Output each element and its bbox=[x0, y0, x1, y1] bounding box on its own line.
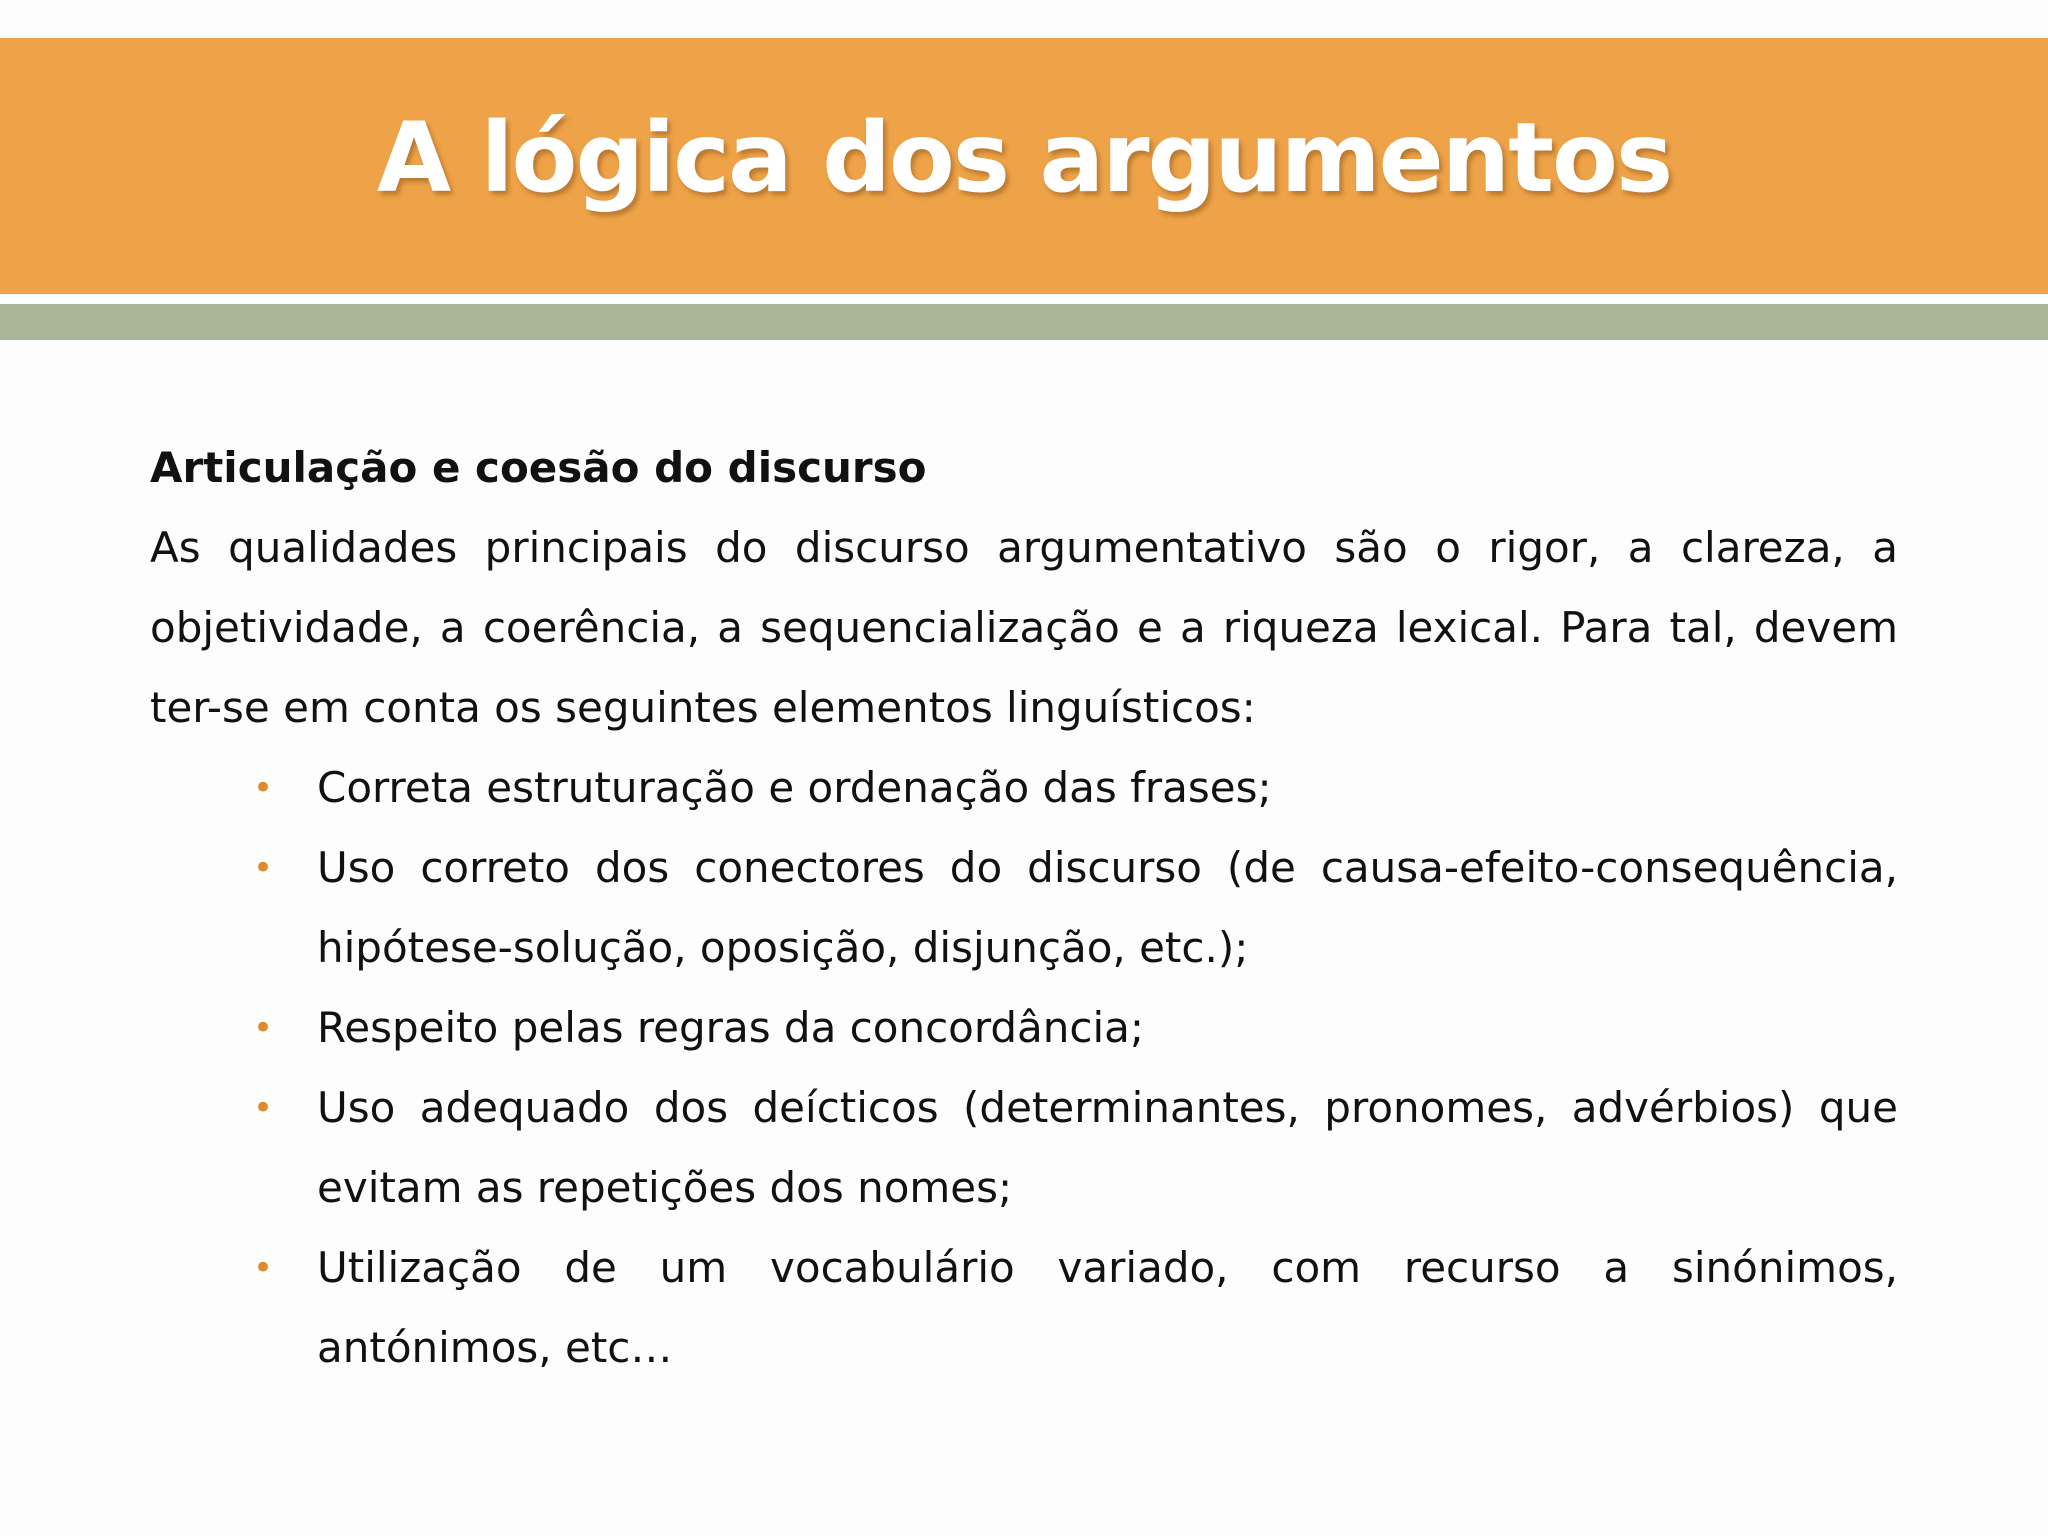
bullet-item bbox=[150, 1228, 1898, 1388]
slide-title: A lógica dos argumentos bbox=[376, 102, 1672, 214]
divider-white bbox=[0, 294, 2048, 304]
bullet-icon: • bbox=[253, 1248, 274, 1288]
bullet-item bbox=[150, 1068, 1898, 1228]
bullet-text: Respeito pelas regras da concordância; bbox=[317, 1003, 1145, 1052]
bullet-item bbox=[150, 828, 1898, 988]
bullet-text: Uso correto dos conectores do discurso (de causa-efeito-consequência, hipótese-solução, oposição, disjunção, etc.); bbox=[317, 843, 1898, 972]
title-banner bbox=[0, 38, 2048, 294]
bullet-icon: • bbox=[253, 768, 274, 808]
bullet-icon: • bbox=[253, 1008, 274, 1048]
bullet-text: Utilização de um vocabulário variado, com recurso a sinónimos, antónimos, etc… bbox=[317, 1243, 1898, 1372]
bullet-text: Correta estruturação e ordenação das frases; bbox=[317, 763, 1272, 812]
bullet-item bbox=[150, 988, 1898, 1068]
bullet-item bbox=[150, 748, 1898, 828]
bullet-text: Uso adequado dos deícticos (determinantes, pronomes, advérbios) que evitam as repetições dos nomes; bbox=[317, 1083, 1898, 1212]
bullet-list bbox=[150, 748, 1898, 1388]
bullet-icon: • bbox=[253, 848, 274, 888]
divider-green bbox=[0, 304, 2048, 340]
bullet-icon: • bbox=[253, 1088, 274, 1128]
slide-body bbox=[150, 428, 1898, 1388]
intro-paragraph: As qualidades principais do discurso argumentativo são o rigor, a clareza, a objetividade, a coerência, a sequencialização e a riqueza lexical. Para tal, devem ter-se em conta os seguintes elementos linguísticos: bbox=[150, 523, 1898, 732]
section-heading: Articulação e coesão do discurso bbox=[150, 443, 927, 492]
